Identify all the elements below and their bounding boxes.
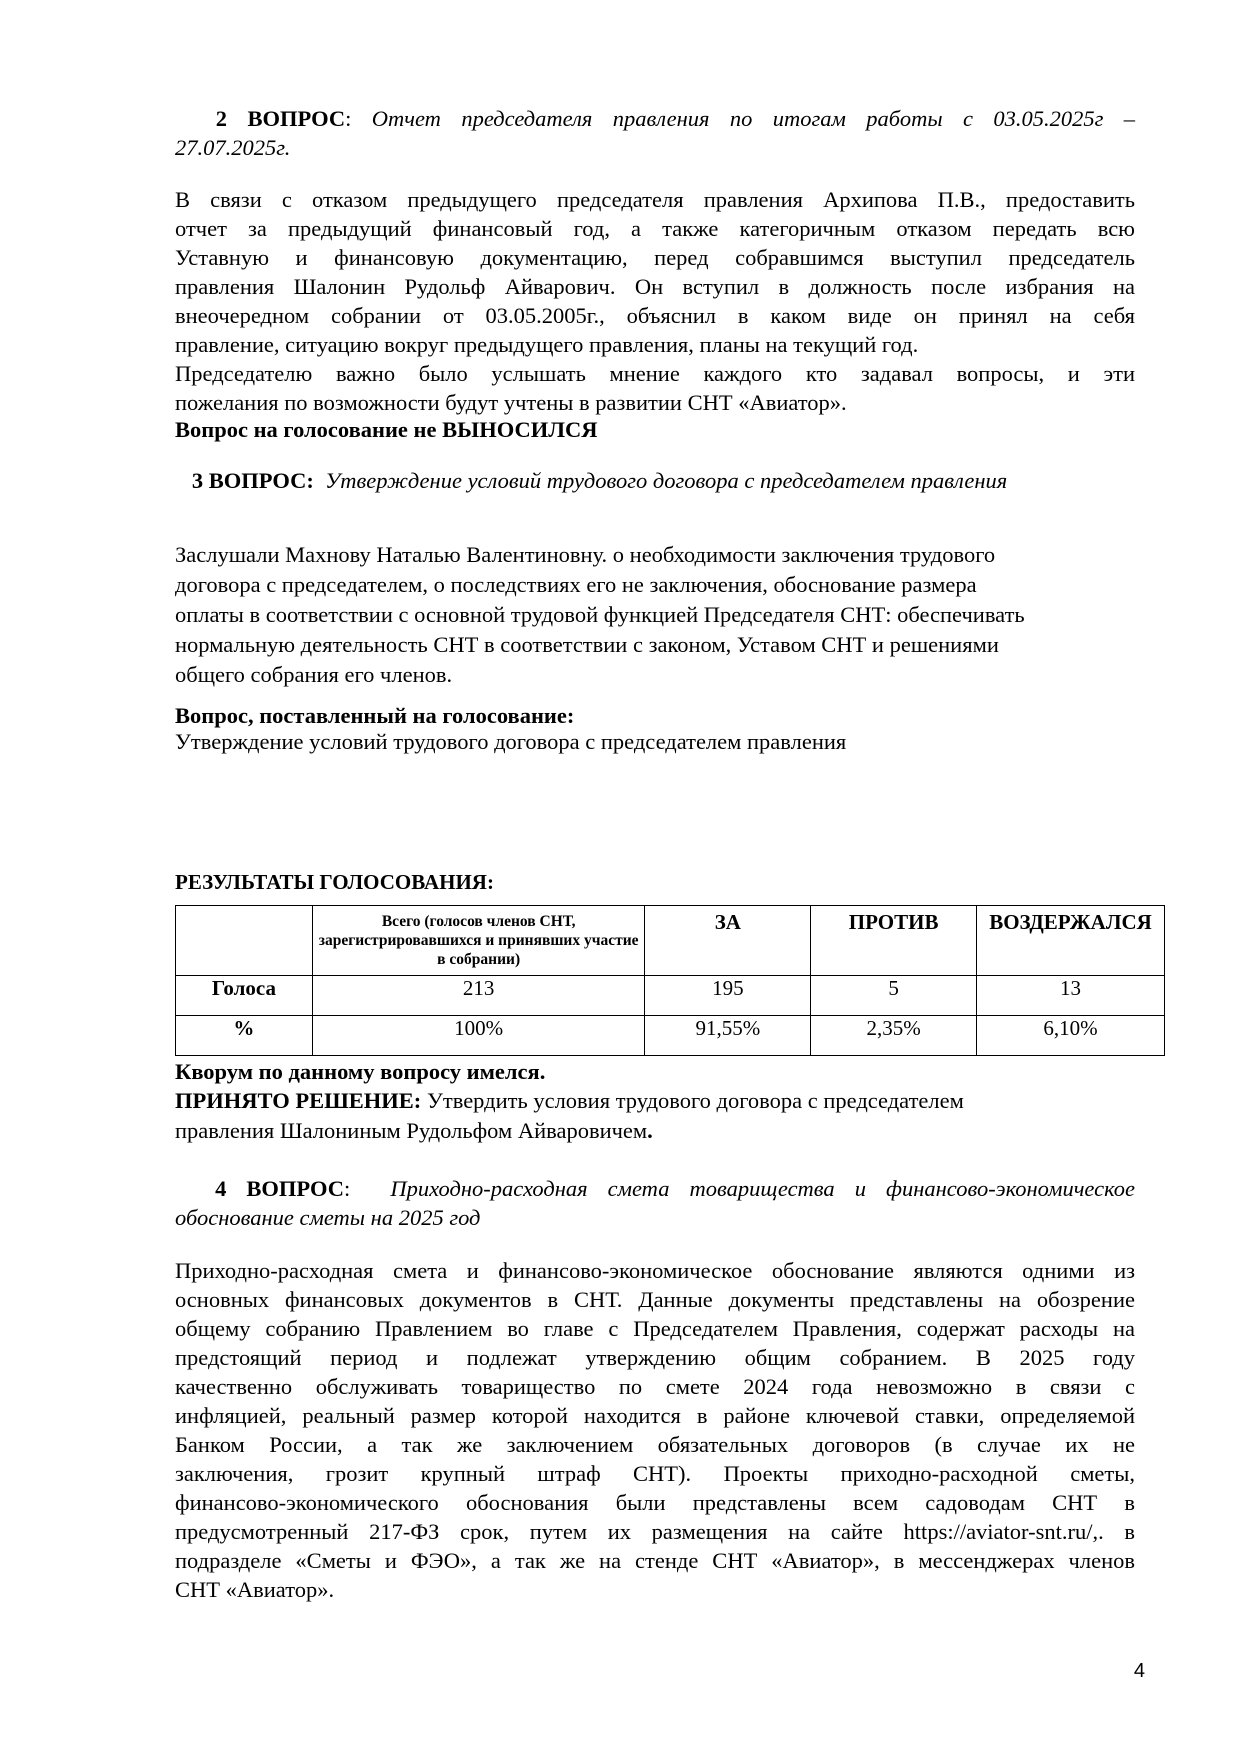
q3-para-line: нормальную деятельность СНТ в соответствии с законом, Уставом СНТ и решениями (175, 632, 999, 657)
q4-para-line: финансово-экономического обоснования были представлены всем садоводам СНТ в (175, 1490, 1135, 1515)
q3-decision-label: ПРИНЯТО РЕШЕНИЕ: (175, 1088, 422, 1113)
q3-para-line: Заслушали Махнову Наталью Валентиновну. о необходимости заключения трудового (175, 542, 996, 567)
table-cell: 91,55% (645, 1016, 811, 1056)
q2-para-line: отчет за предыдущий финансовый год, а также категоричным отказом передать всю (175, 216, 1135, 241)
q3-label: 3 ВОПРОС: (191, 468, 314, 493)
q2-para-line: В связи с отказом предыдущего председателя правления Архипова П.В., предоставить (175, 187, 1135, 212)
q3-para-line: общего собрания его членов. (175, 662, 453, 687)
q4-heading (175, 1174, 1135, 1232)
table-cell: 5 (811, 976, 977, 1016)
q2-paragraph (175, 185, 1135, 417)
q2-title-line1: Отчет председателя правления по итогам работы с 03.05.2025г – (371, 106, 1136, 131)
table-cell: 195 (645, 976, 811, 1016)
q4-paragraph (175, 1256, 1135, 1604)
q3-decision (175, 1086, 1135, 1146)
q3-paragraph (175, 540, 1095, 690)
q2-para-line: внеочередном собрании от 03.05.2005г., объяснил в каком виде он принял на себя (175, 303, 1135, 328)
q4-para-line: заключения, грозит крупный штраф СНТ). Проекты приходно-расходной сметы, (175, 1461, 1135, 1486)
q2-para-line: правления Шалонин Рудольф Айварович. Он вступил в должность после избрания на (175, 274, 1135, 299)
table-header-row (176, 906, 1165, 976)
q2-para-line: Председателю важно было услышать мнение каждого кто задавал вопросы, и эти (175, 361, 1135, 386)
q2-label: 2 ВОПРОС (215, 106, 346, 131)
q3-decision-end: . (647, 1118, 653, 1143)
q3-heading (175, 466, 1135, 495)
q3-title: Утверждение условий трудового договора с председателем правления (325, 468, 1008, 493)
table-cell: 13 (977, 976, 1165, 1016)
q2-para-line: правление, ситуацию вокруг предыдущего правления, планы на текущий год. (175, 332, 919, 357)
q2-sep: : (345, 106, 352, 131)
q2-heading (175, 104, 1135, 162)
q4-para-line: СНТ «Авиатор». (175, 1577, 335, 1602)
q2-title-line2: 27.07.2025г. (175, 135, 291, 160)
table-row (176, 1016, 1165, 1056)
q3-para-line: оплаты в соответствии с основной трудовой функцией Председателя СНТ: обеспечивать (175, 602, 1025, 627)
q2-not-voted: Вопрос на голосование не ВЫНОСИЛСЯ (175, 417, 598, 442)
q2-para-line: пожелания по возможности будут учтены в развитии СНТ «Авиатор». (175, 390, 847, 415)
q3-results-label: РЕЗУЛЬТАТЫ ГОЛОСОВАНИЯ: (175, 870, 494, 894)
table-header-cell (176, 906, 313, 976)
table-row (176, 976, 1165, 1016)
table-header-cell: ЗА (645, 906, 811, 976)
table-cell: % (176, 1016, 313, 1056)
q3-vote-question: Утверждение условий трудового договора с председателем правления (175, 729, 847, 754)
page-number: 4 (1133, 1660, 1145, 1682)
q3-decision-line2: правления Шалониным Рудольфом Айваровичем (175, 1118, 648, 1143)
q4-para-line: предстоящий период и подлежат утверждению общим собранием. В 2025 году (175, 1345, 1135, 1370)
table-cell: 100% (312, 1016, 645, 1056)
table-header-cell: ВОЗДЕРЖАЛСЯ (977, 906, 1165, 976)
q3-vote-question-label: Вопрос, поставленный на голосование: (175, 703, 575, 728)
table-cell: 6,10% (977, 1016, 1165, 1056)
q4-para-line: предусмотренный 217-ФЗ срок, путем их размещения на сайте https://aviator-snt.ru/,. в (175, 1519, 1135, 1544)
table-header-cell: Всего (голосов членов СНТ, зарегистрировавшихся и принявших участие в собрании) (312, 906, 645, 976)
q3-para-line: договора с председателем, о последствиях его не заключения, обоснование размера (175, 572, 977, 597)
table-cell: Голоса (176, 976, 313, 1016)
q4-para-line: основных финансовых документов в СНТ. Данные документы представлены на обозрение (175, 1287, 1135, 1312)
voting-results-table (175, 905, 1165, 1056)
q2-para-line: Уставную и финансовую документацию, перед собравшимся выступил председатель (175, 245, 1135, 270)
table-header-cell: ПРОТИВ (811, 906, 977, 976)
q4-para-line: подразделе «Сметы и ФЭО», а так же на стенде СНТ «Авиатор», в мессенджерах членов (175, 1548, 1135, 1573)
table-cell: 213 (312, 976, 645, 1016)
q4-para-line: общему собранию Правлением во главе с Председателем Правления, содержат расходы на (175, 1316, 1135, 1341)
q4-title-line1: Приходно-расходная смета товарищества и финансово-экономическое (390, 1176, 1136, 1201)
q3-quorum: Кворум по данному вопросу имелся. (175, 1059, 546, 1084)
q4-para-line: инфляцией, реальный размер которой находится в районе ключевой ставки, определяемой (175, 1403, 1135, 1428)
q3-decision-line1: Утвердить условия трудового договора с председателем (421, 1088, 964, 1113)
q4-para-line: Приходно-расходная смета и финансово-экономическое обоснование являются одними из (175, 1258, 1135, 1283)
q4-label: 4 ВОПРОС (215, 1176, 345, 1201)
q4-para-line: качественно обслуживать товарищество по смете 2024 года невозможно в связи с (175, 1374, 1135, 1399)
q4-para-line: Банком России, а так же заключением обязательных договоров (в случае их не (175, 1432, 1135, 1457)
table-cell: 2,35% (811, 1016, 977, 1056)
q4-title-line2: обоснование сметы на 2025 год (175, 1205, 481, 1230)
q4-sep: : (344, 1176, 351, 1201)
